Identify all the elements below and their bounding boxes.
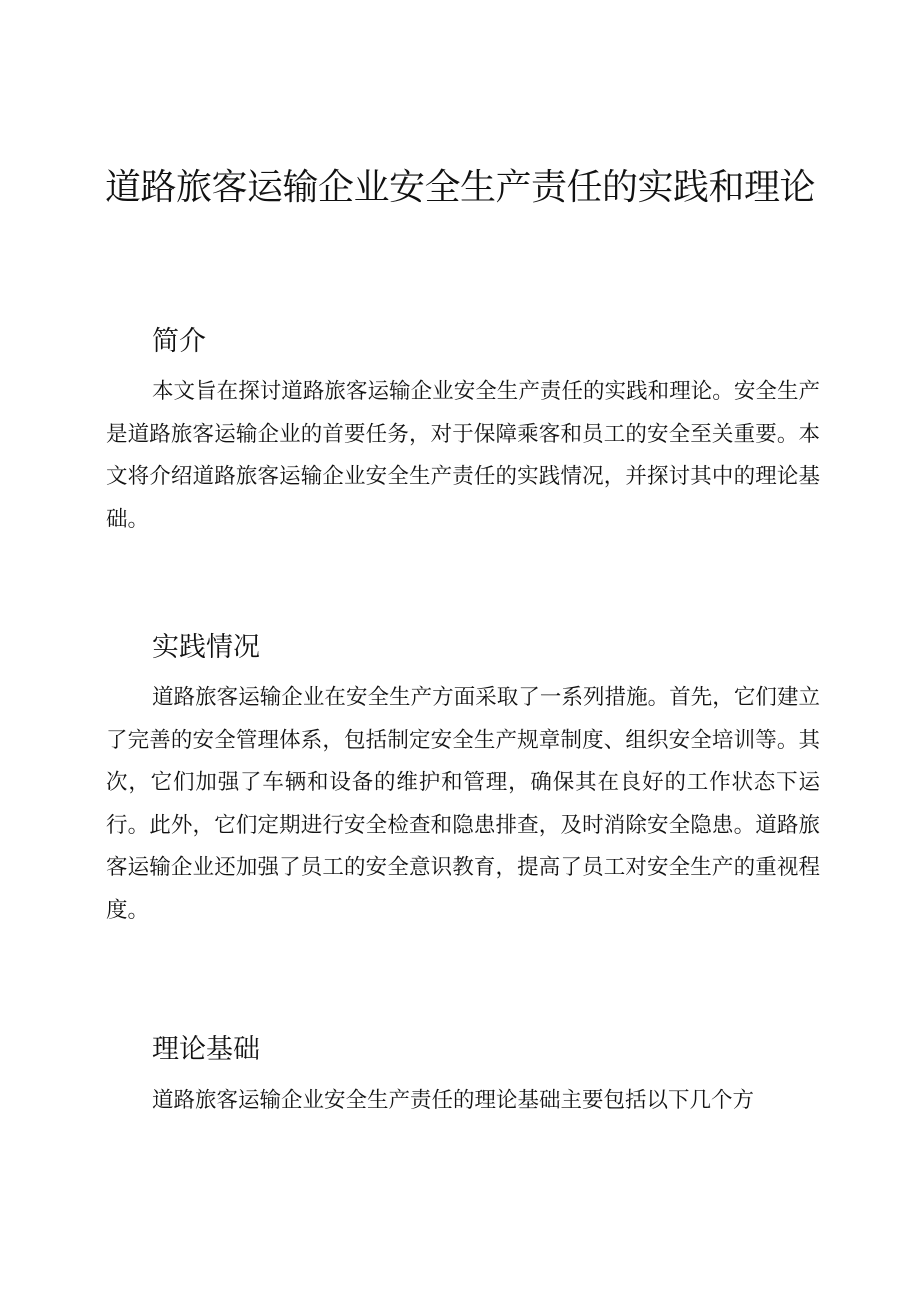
section-body-theory: 道路旅客运输企业安全生产责任的理论基础主要包括以下几个方 xyxy=(152,1088,755,1113)
section-heading-theory: 理论基础 xyxy=(152,1034,260,1065)
section-body-intro: 本文旨在探讨道路旅客运输企业安全生产责任的实践和理论。安全生产是道路旅客运输企业的首要任务，对于保障乘客和员工的安全至关重要。本文将介绍道路旅客运输企业安全生产责任的实践情况，并探讨其中的理论基础。 xyxy=(106,379,820,532)
section-heading-intro: 简介 xyxy=(152,326,206,357)
section-body-practice: 道路旅客运输企业在安全生产方面采取了一系列措施。首先，它们建立了完善的安全管理体系，包括制定安全生产规章制度、组织安全培训等。其次，它们加强了车辆和设备的维护和管理，确保其在良好的工作状态下运行。此外，它们定期进行安全检查和隐患排查，及时消除安全隐患。道路旅客运输企业还加强了员工的安全意识教育，提高了员工对安全生产的重视程度。 xyxy=(106,685,820,923)
document-title: 道路旅客运输企业安全生产责任的实践和理论 xyxy=(104,167,815,208)
section-heading-practice: 实践情况 xyxy=(152,632,260,663)
